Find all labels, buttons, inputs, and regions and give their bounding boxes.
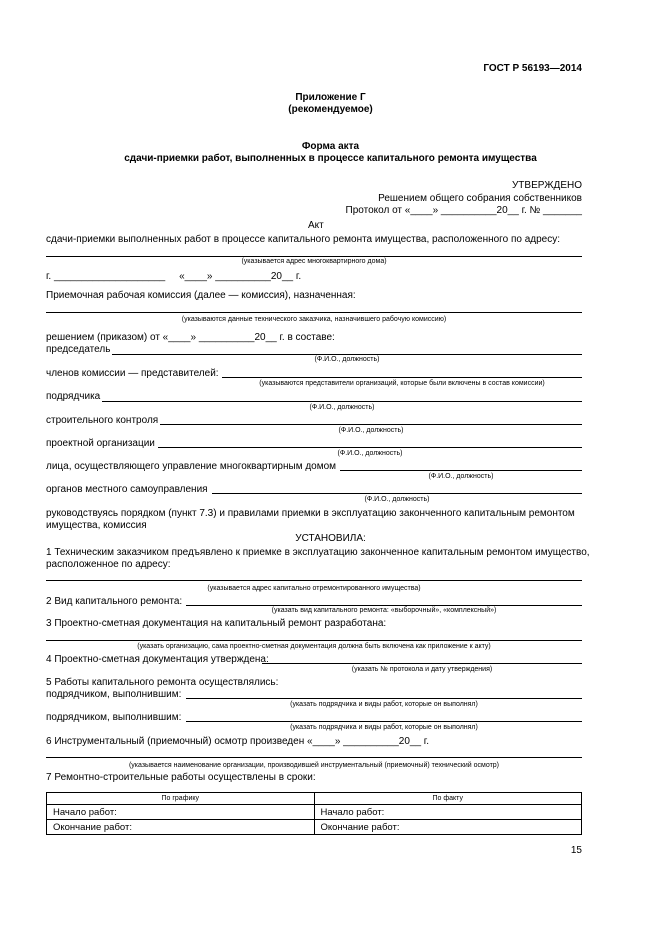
- schedule-header-fact: По факту: [314, 793, 582, 805]
- item-5-hint-a: (указать подрядчика и виды работ, которые он выполнял): [290, 701, 478, 708]
- chair-hint: (Ф.И.О., должность): [314, 356, 380, 363]
- schedule-table: [46, 792, 582, 835]
- item-1-line-1: 1 Техническим заказчиком предъявлено к приемке в эксплуатацию законченное капитальным ремонтом имущество,: [46, 547, 590, 558]
- design-org-label: проектной организации: [46, 438, 155, 449]
- supervision-hint: (Ф.И.О., должность): [338, 427, 404, 434]
- item-5-line-b: [186, 721, 582, 722]
- item-5-hint-b: (указать подрядчика и виды работ, которые он выполнял): [290, 724, 478, 731]
- local-gov-label: органов местного самоуправления: [46, 484, 208, 495]
- supervision-label: строительного контроля: [46, 415, 159, 426]
- table-row: [47, 805, 582, 820]
- plan-start-cell: Начало работ:: [47, 805, 315, 820]
- item-6-label: 6 Инструментальный (приемочный) осмотр произведен «____» __________20__ г.: [46, 736, 429, 747]
- item-6-line: [46, 757, 582, 758]
- address-hint: (указывается адрес многоквартирного дома): [241, 258, 387, 265]
- table-header-row: [47, 793, 582, 805]
- item-4-line: [262, 663, 582, 664]
- item-3-hint: (указать организацию, сама проектно-сметная документация должна быть включена как приложение к акту): [137, 643, 491, 650]
- guided-line-1: руководствуясь порядком (пункт 7.3) и правилами приемки в эксплуатацию законченного капитальным ремонтом: [46, 508, 575, 519]
- schedule-header-plan: По графику: [47, 793, 315, 805]
- contractor-hint: (Ф.И.О., должность): [309, 404, 375, 411]
- chair-line: [112, 354, 582, 355]
- customer-hint: (указываются данные технического заказчика, назначившего рабочую комиссию): [181, 316, 447, 323]
- customer-line: [46, 312, 582, 313]
- address-line: [46, 256, 582, 257]
- standard-number: ГОСТ Р 56193—2014: [483, 63, 582, 74]
- item-1-hint: (указывается адрес капитально отремонтированного имущества): [207, 585, 421, 592]
- design-org-hint: (Ф.И.О., должность): [337, 450, 403, 457]
- item-7-label: 7 Ремонтно-строительные работы осуществлены в сроки:: [46, 772, 316, 783]
- form-subtitle: сдачи-приемки работ, выполненных в процессе капитального ремонта имущества: [124, 153, 537, 164]
- item-5-label: 5 Работы капитального ремонта осуществлялись:: [46, 677, 279, 688]
- item-4-hint: (указать № протокола и дату утверждения): [351, 666, 493, 673]
- item-2-label: 2 Вид капитального ремонта:: [46, 596, 183, 607]
- supervision-line: [160, 424, 582, 425]
- approved-label: УТВЕРЖДЕНО: [511, 180, 582, 191]
- item-6-hint: (указывается наименование организации, производившей инструментальный (приемочный) технический осмотр): [128, 762, 500, 769]
- decision-line: решением (приказом) от «____» __________20__ г. в составе:: [46, 332, 335, 343]
- approval-protocol: Протокол от «____» __________20__ г. № _______: [345, 205, 582, 216]
- local-gov-line: [212, 493, 582, 494]
- fact-end-cell: Окончание работ:: [314, 820, 582, 835]
- commission-line: Приемочная рабочая комиссия (далее — комиссия), назначенная:: [46, 290, 356, 301]
- act-intro: сдачи-приемки выполненных работ в процессе капитального ремонта имущества, расположенного по адресу:: [46, 234, 560, 245]
- item-1-line: [46, 580, 582, 581]
- manager-label: лица, осуществляющего управление многоквартирным домом: [46, 461, 337, 472]
- fact-start-cell: Начало работ:: [314, 805, 582, 820]
- design-org-line: [158, 447, 582, 448]
- table-row: [47, 820, 582, 835]
- page-number: 15: [570, 845, 582, 856]
- appendix-title: Приложение Г: [295, 92, 366, 103]
- form-title: Форма акта: [301, 141, 360, 152]
- members-hint: (указываются представители организаций, которые были включены в состав комиссии): [259, 380, 545, 387]
- local-gov-hint: (Ф.И.О., должность): [364, 496, 430, 503]
- guided-line-2: имущества, комиссия: [46, 520, 147, 531]
- contractor-label: подрядчика: [46, 391, 101, 402]
- item-5-contractor-a: подрядчиком, выполнившим:: [46, 689, 182, 700]
- members-line: [222, 377, 582, 378]
- contractor-line: [102, 401, 582, 402]
- item-3-label: 3 Проектно-сметная документация на капитальный ремонт разработана:: [46, 618, 387, 629]
- members-label: членов комиссии — представителей:: [46, 368, 219, 379]
- item-5-contractor-b: подрядчиком, выполнившим:: [46, 712, 182, 723]
- city-date: г. ____________________ «____» __________20__ г.: [46, 271, 302, 282]
- manager-hint: (Ф.И.О., должность): [428, 473, 494, 480]
- plan-end-cell: Окончание работ:: [47, 820, 315, 835]
- act-word: Акт: [308, 220, 324, 231]
- established-heading: УСТАНОВИЛА:: [295, 533, 366, 544]
- item-3-line: [46, 640, 582, 641]
- item-4-label: 4 Проектно-сметная документация утверждена:: [46, 654, 269, 665]
- manager-line: [340, 470, 582, 471]
- item-2-line: [186, 605, 582, 606]
- appendix-note: (рекомендуемое): [288, 104, 373, 115]
- item-5-line-a: [186, 698, 582, 699]
- item-2-hint: (указать вид капитального ремонта: «выборочный», «комплексный»): [271, 607, 497, 614]
- chair-label: председатель: [46, 344, 111, 355]
- approved-by: Решением общего собрания собственников: [378, 193, 582, 204]
- item-1-line-2: расположенное по адресу:: [46, 559, 171, 570]
